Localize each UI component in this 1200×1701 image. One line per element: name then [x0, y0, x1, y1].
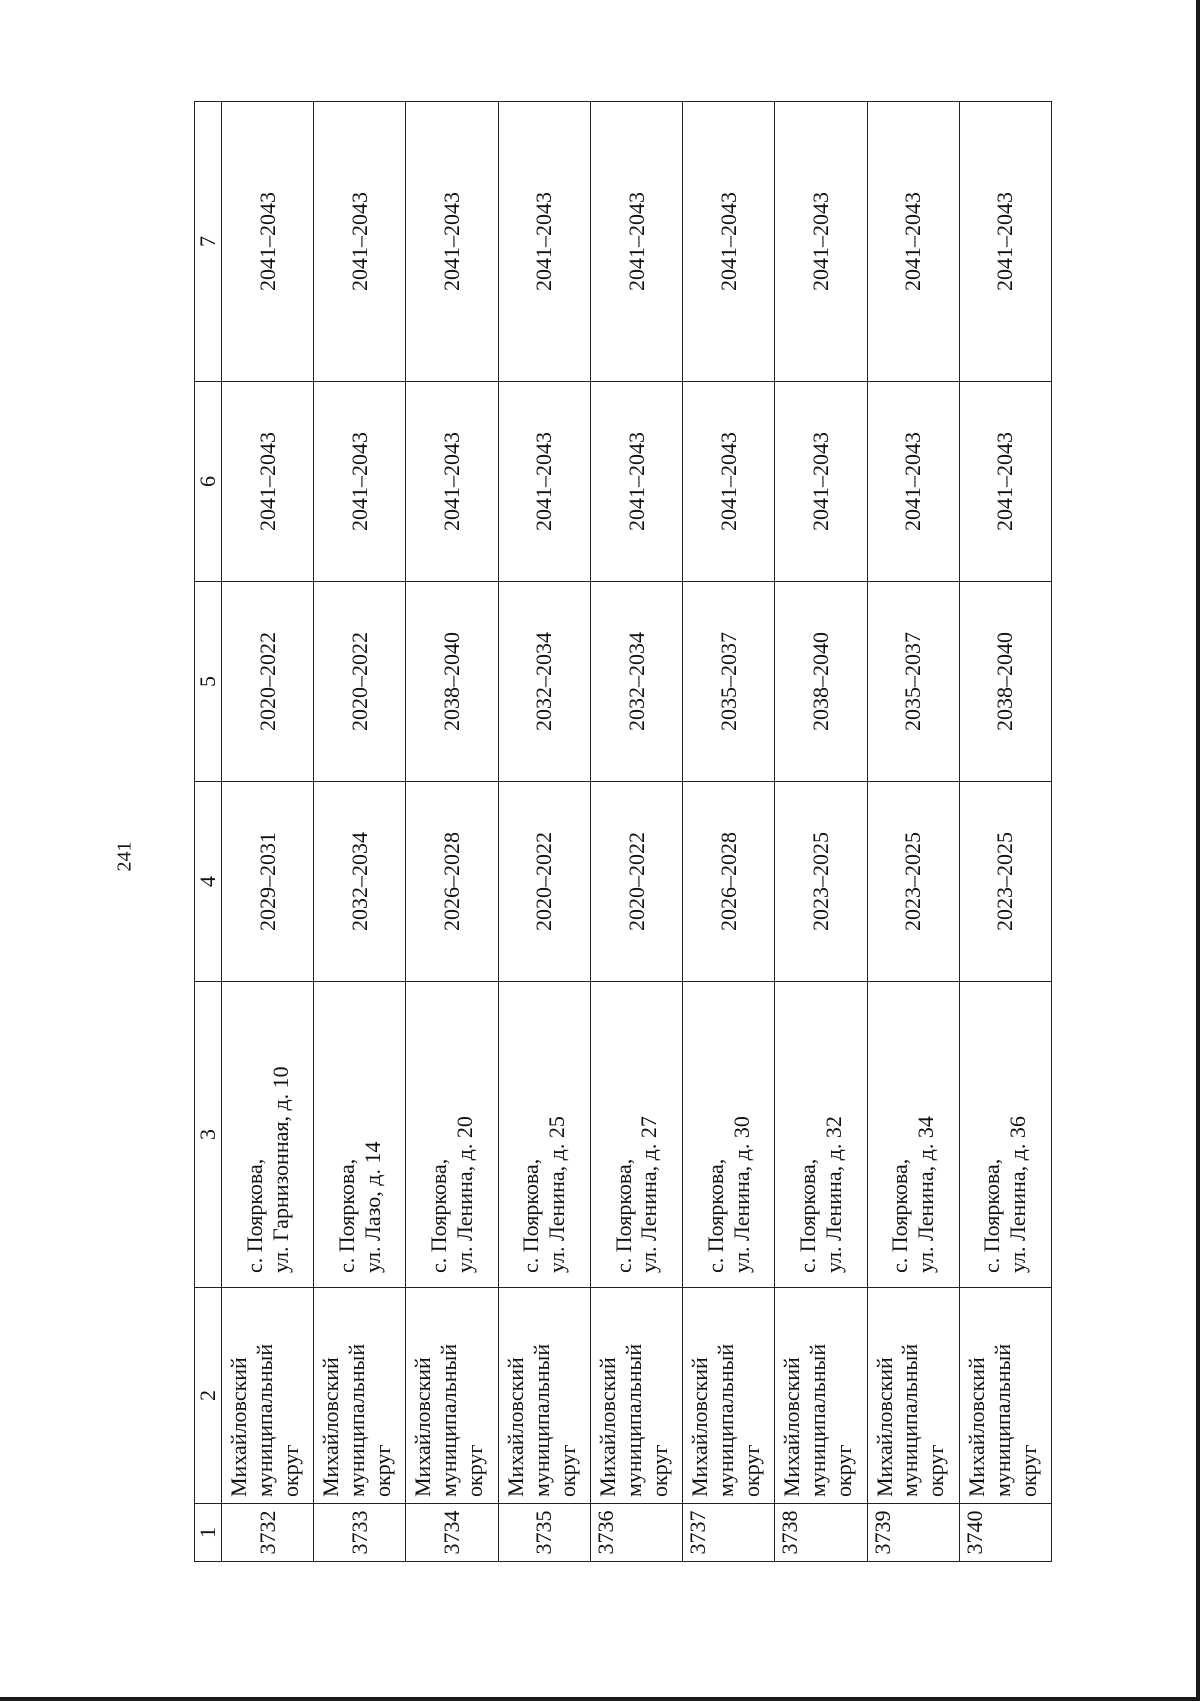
- cell-text: Михайловский: [871, 1357, 897, 1497]
- period-col-5-cell: [590, 582, 682, 782]
- period-col-7-cell: [222, 102, 314, 382]
- period-col-4-cell: [590, 782, 682, 982]
- cell-text: 2041–2043: [715, 192, 741, 291]
- address-cell: [683, 982, 775, 1288]
- cell-text: 2041–2043: [254, 192, 280, 291]
- period-col-5-cell: [683, 582, 775, 782]
- period-col-4-cell: [959, 782, 1051, 982]
- address-cell: [590, 982, 682, 1288]
- cell-text: округ: [462, 1444, 488, 1497]
- district-cell: [590, 1288, 682, 1504]
- address-cell: [406, 982, 498, 1288]
- cell-text: округ: [277, 1444, 303, 1497]
- district-cell: [959, 1288, 1051, 1504]
- period-col-7-cell: [959, 102, 1051, 382]
- cell-text: 2026–2028: [439, 832, 465, 931]
- cell-text: Михайловский: [687, 1357, 713, 1497]
- cell-text: муниципальный: [251, 1343, 277, 1497]
- period-col-6-cell: [406, 382, 498, 582]
- cell-text: округ: [923, 1444, 949, 1497]
- district-cell: [222, 1288, 314, 1504]
- period-col-4-cell: [498, 782, 590, 982]
- cell-text: 3734: [439, 1510, 465, 1555]
- period-col-6-cell: [314, 382, 406, 582]
- cell-text: 3739: [869, 1510, 895, 1555]
- header-col-7: 7: [195, 102, 222, 382]
- cell-text: 2041–2043: [346, 432, 372, 531]
- address-cell: [867, 982, 959, 1288]
- cell-text: муниципальный: [713, 1343, 739, 1497]
- district-cell: [406, 1288, 498, 1504]
- cell-text: ул. Ленина, д. 25: [544, 1116, 570, 1273]
- cell-text: 2041–2043: [439, 432, 465, 531]
- period-col-5-cell: [959, 582, 1051, 782]
- cell-text: ул. Ленина, д. 20: [452, 1116, 478, 1273]
- period-col-7-cell: [498, 102, 590, 382]
- cell-text: ул. Ленина, д. 34: [913, 1116, 939, 1273]
- cell-text: Михайловский: [226, 1357, 251, 1497]
- period-col-4-cell: [406, 782, 498, 982]
- cell-text: 2023–2025: [992, 832, 1018, 931]
- table-header-row: [195, 102, 222, 1562]
- cell-text: 2020–2022: [531, 832, 557, 931]
- cell-text: Михайловский: [502, 1357, 528, 1497]
- cell-text: Михайловский: [318, 1357, 344, 1497]
- schedule-table: [194, 101, 1052, 1562]
- period-col-6-cell: [867, 382, 959, 582]
- cell-text: с. Пояркова,: [702, 1158, 728, 1273]
- cell-text: муниципальный: [989, 1343, 1015, 1497]
- period-col-7-cell: [406, 102, 498, 382]
- cell-text: муниципальный: [897, 1343, 923, 1497]
- cell-text: 2020–2022: [623, 832, 649, 931]
- table-row: [222, 102, 314, 1562]
- period-col-7-cell: [775, 102, 867, 382]
- cell-text: Михайловский: [594, 1357, 620, 1497]
- cell-text: 2041–2043: [623, 192, 649, 291]
- cell-text: 2032–2034: [623, 632, 649, 731]
- cell-text: 3738: [777, 1510, 803, 1555]
- cell-text: 3732: [254, 1510, 280, 1555]
- cell-text: 2032–2034: [346, 832, 372, 931]
- address-cell: [222, 982, 314, 1288]
- cell-text: Михайловский: [779, 1357, 805, 1497]
- period-col-5-cell: [867, 582, 959, 782]
- district-cell: [775, 1288, 867, 1504]
- table-row: [959, 102, 1051, 1562]
- cell-text: 2023–2025: [807, 832, 833, 931]
- cell-text: ул. Ленина, д. 27: [636, 1116, 662, 1273]
- district-cell: [867, 1288, 959, 1504]
- header-col-2: 2: [195, 1288, 222, 1504]
- rotated-table-wrapper: [194, 102, 1052, 1562]
- period-col-4-cell: [867, 782, 959, 982]
- table-row: [775, 102, 867, 1562]
- cell-text: округ: [370, 1444, 396, 1497]
- row-number-cell: [498, 1504, 590, 1562]
- table-row: [406, 102, 498, 1562]
- cell-text: 2038–2040: [807, 632, 833, 731]
- cell-text: 2041–2043: [807, 432, 833, 531]
- row-number-cell: [959, 1504, 1051, 1562]
- cell-text: 2041–2043: [900, 192, 926, 291]
- cell-text: с. Пояркова,: [610, 1158, 636, 1273]
- cell-text: 2023–2025: [900, 832, 926, 931]
- address-cell: [498, 982, 590, 1288]
- page-number: 241: [113, 841, 136, 872]
- period-col-6-cell: [222, 382, 314, 582]
- cell-text: ул. Ленина, д. 30: [728, 1116, 754, 1273]
- scan-border-right: [1196, 0, 1200, 1701]
- cell-text: округ: [1015, 1444, 1041, 1497]
- cell-text: 2038–2040: [439, 632, 465, 731]
- scan-border-bottom: [0, 1697, 1200, 1701]
- cell-text: ул. Лазо, д. 14: [359, 1141, 385, 1273]
- table-row: [683, 102, 775, 1562]
- period-col-5-cell: [498, 582, 590, 782]
- header-col-5: 5: [195, 582, 222, 782]
- cell-text: с. Пояркова,: [241, 1158, 267, 1273]
- period-col-7-cell: [867, 102, 959, 382]
- cell-text: муниципальный: [344, 1343, 370, 1497]
- cell-text: 2020–2022: [346, 632, 372, 731]
- period-col-7-cell: [683, 102, 775, 382]
- cell-text: с. Пояркова,: [518, 1158, 544, 1273]
- cell-text: 2029–2031: [254, 832, 280, 931]
- cell-text: муниципальный: [620, 1343, 646, 1497]
- cell-text: Михайловский: [410, 1357, 436, 1497]
- table-body: [222, 102, 1052, 1562]
- period-col-5-cell: [222, 582, 314, 782]
- address-cell: [314, 982, 406, 1288]
- cell-text: 2035–2037: [715, 632, 741, 731]
- cell-text: 2020–2022: [254, 632, 280, 731]
- table-row: [498, 102, 590, 1562]
- cell-text: 3735: [531, 1510, 557, 1555]
- header-col-6: 6: [195, 382, 222, 582]
- cell-text: 3733: [346, 1510, 372, 1555]
- period-col-4-cell: [314, 782, 406, 982]
- cell-text: 2041–2043: [623, 432, 649, 531]
- row-number-cell: [314, 1504, 406, 1562]
- header-col-1: 1: [195, 1504, 222, 1562]
- row-number-cell: [867, 1504, 959, 1562]
- period-col-4-cell: [222, 782, 314, 982]
- cell-text: с. Пояркова,: [979, 1158, 1005, 1273]
- cell-text: 2041–2043: [992, 432, 1018, 531]
- row-number-cell: [590, 1504, 682, 1562]
- cell-text: 2041–2043: [531, 192, 557, 291]
- period-col-6-cell: [498, 382, 590, 582]
- cell-text: 2041–2043: [992, 192, 1018, 291]
- cell-text: с. Пояркова,: [333, 1158, 359, 1273]
- table-row: [867, 102, 959, 1562]
- row-number-cell: [406, 1504, 498, 1562]
- cell-text: ул. Гарнизонная, д. 10: [267, 1066, 293, 1273]
- cell-text: 2041–2043: [715, 432, 741, 531]
- cell-text: 2041–2043: [346, 192, 372, 291]
- cell-text: ул. Ленина, д. 36: [1005, 1116, 1031, 1273]
- table-row: [314, 102, 406, 1562]
- row-number-cell: [683, 1504, 775, 1562]
- period-col-7-cell: [314, 102, 406, 382]
- period-col-6-cell: [590, 382, 682, 582]
- period-col-5-cell: [314, 582, 406, 782]
- cell-text: 3737: [685, 1510, 711, 1555]
- header-col-3: 3: [195, 982, 222, 1288]
- table-row: [590, 102, 682, 1562]
- cell-text: с. Пояркова,: [794, 1158, 820, 1273]
- district-cell: [498, 1288, 590, 1504]
- cell-text: муниципальный: [528, 1343, 554, 1497]
- cell-text: 2026–2028: [715, 832, 741, 931]
- cell-text: округ: [739, 1444, 764, 1497]
- cell-text: с. Пояркова,: [426, 1158, 452, 1273]
- cell-text: 2038–2040: [992, 632, 1018, 731]
- period-col-6-cell: [775, 382, 867, 582]
- cell-text: ул. Ленина, д. 32: [820, 1116, 846, 1273]
- row-number-cell: [222, 1504, 314, 1562]
- district-cell: [683, 1288, 775, 1504]
- cell-text: округ: [646, 1444, 672, 1497]
- cell-text: округ: [831, 1444, 857, 1497]
- district-cell: [314, 1288, 406, 1504]
- cell-text: с. Пояркова,: [887, 1158, 913, 1273]
- cell-text: 2041–2043: [439, 192, 465, 291]
- cell-text: муниципальный: [805, 1343, 831, 1497]
- cell-text: округ: [554, 1444, 580, 1497]
- cell-text: 3740: [961, 1510, 987, 1555]
- period-col-4-cell: [775, 782, 867, 982]
- period-col-4-cell: [683, 782, 775, 982]
- row-number-cell: [775, 1504, 867, 1562]
- period-col-5-cell: [406, 582, 498, 782]
- period-col-6-cell: [683, 382, 775, 582]
- cell-text: муниципальный: [436, 1343, 462, 1497]
- cell-text: 2041–2043: [900, 432, 926, 531]
- cell-text: 3736: [592, 1510, 618, 1555]
- address-cell: [959, 982, 1051, 1288]
- cell-text: 2041–2043: [531, 432, 557, 531]
- cell-text: 2041–2043: [807, 192, 833, 291]
- cell-text: 2041–2043: [254, 432, 280, 531]
- header-col-4: 4: [195, 782, 222, 982]
- cell-text: Михайловский: [963, 1357, 989, 1497]
- address-cell: [775, 982, 867, 1288]
- period-col-7-cell: [590, 102, 682, 382]
- cell-text: 2035–2037: [900, 632, 926, 731]
- cell-text: 2032–2034: [531, 632, 557, 731]
- period-col-5-cell: [775, 582, 867, 782]
- period-col-6-cell: [959, 382, 1051, 582]
